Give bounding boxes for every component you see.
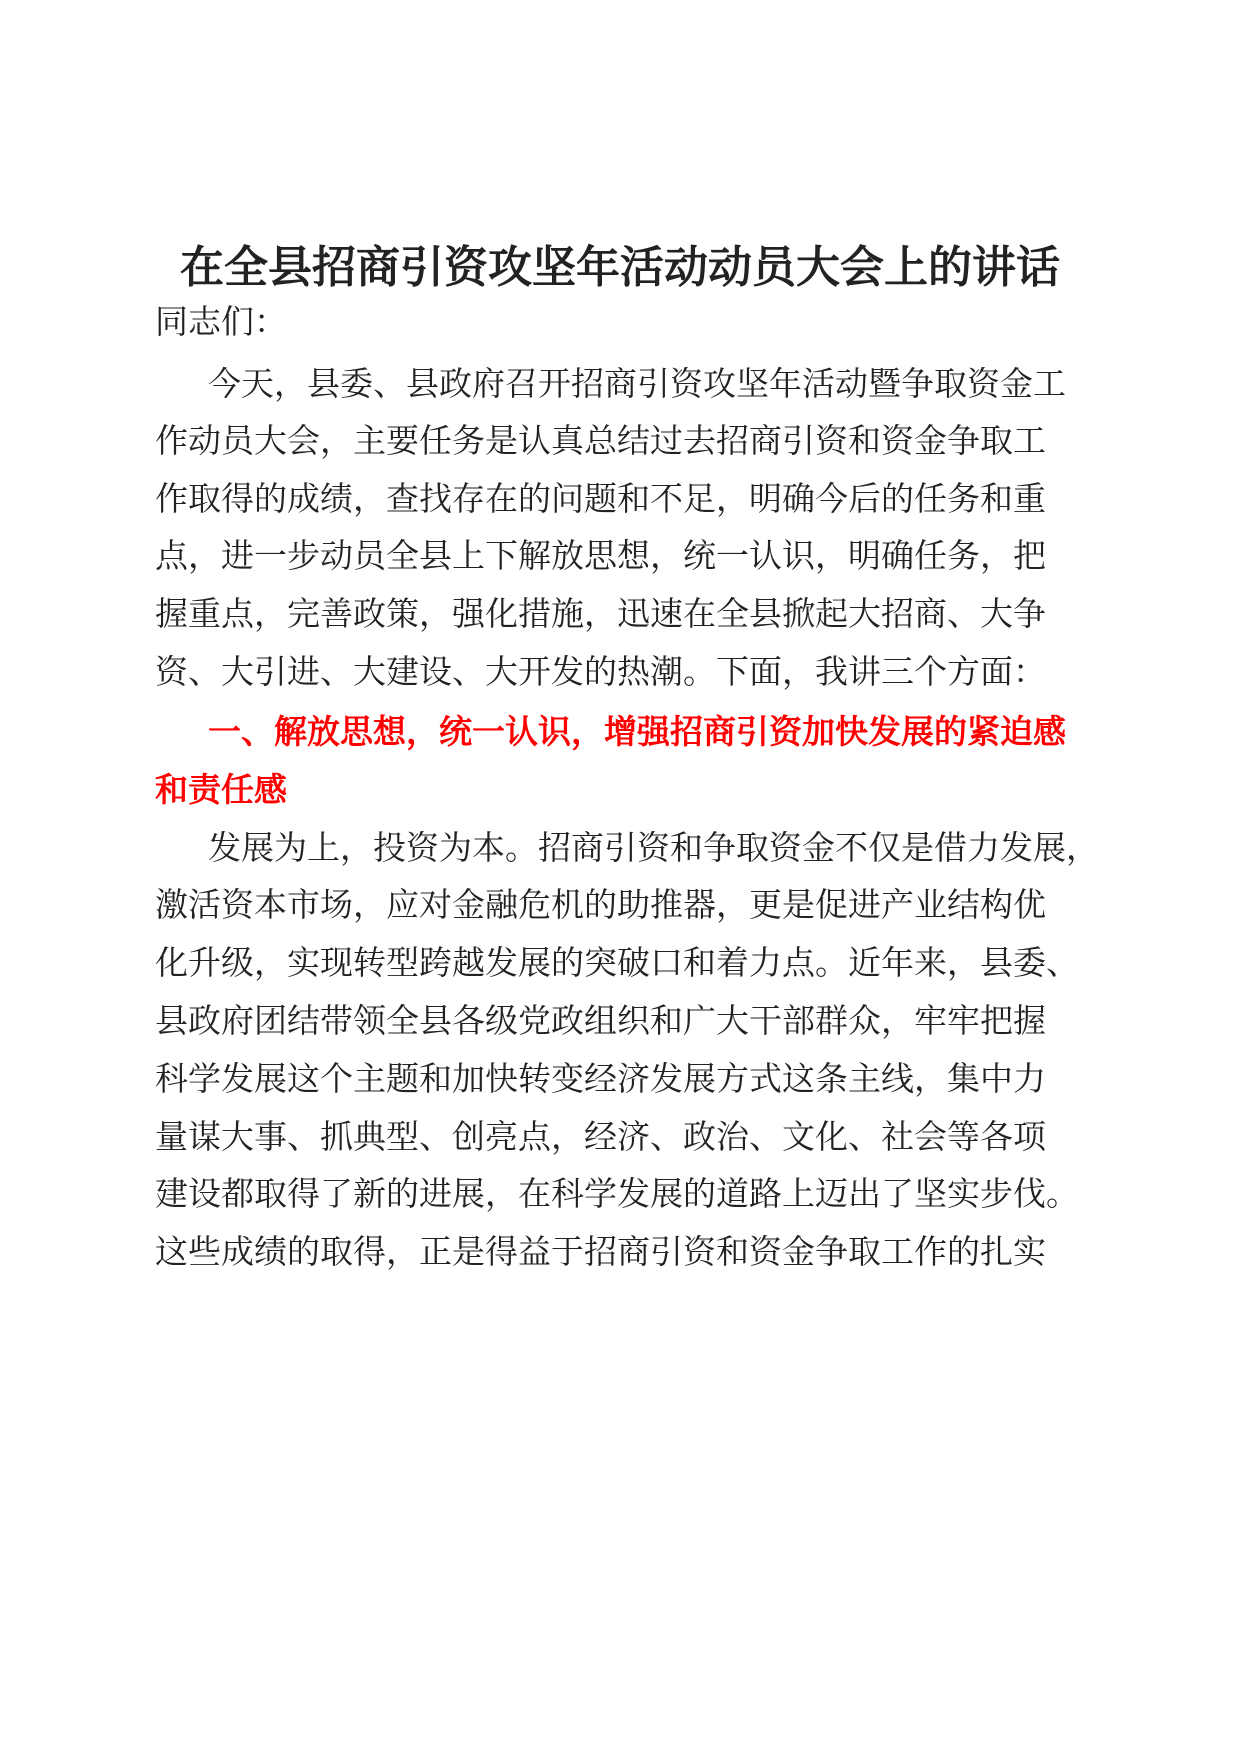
paragraph-1-line-5: 握重点，完善政策，强化措施，迅速在全县掀起大招商、大争 [155,594,1046,633]
paragraph-1-line-1: 今天，县委、县政府召开招商引资攻坚年活动暨争取资金工 [208,364,1066,403]
paragraph-1-line-2: 作动员大会，主要任务是认真总结过去招商引资和资金争取工 [155,421,1046,460]
paragraph-2-line-7: 建设都取得了新的进展，在科学发展的道路上迈出了坚实步伐。 [155,1174,1079,1213]
paragraph-2-line-8: 这些成绩的取得，正是得益于招商引资和资金争取工作的扎实 [155,1232,1046,1271]
paragraph-1-line-6: 资、大引进、大建设、大开发的热潮。下面，我讲三个方面： [155,652,1046,691]
paragraph-2-line-5: 科学发展这个主题和加快转变经济发展方式这条主线，集中力 [155,1059,1046,1098]
paragraph-1-line-4: 点，进一步动员全县上下解放思想，统一认识，明确任务，把 [155,536,1046,575]
section-1-heading-line-2: 和责任感 [155,770,287,809]
paragraph-2-line-2: 激活资本市场，应对金融危机的助推器，更是促进产业结构优 [155,885,1046,924]
paragraph-2-line-1: 发展为上，投资为本。招商引资和争取资金不仅是借力发展， [208,828,1099,867]
document-title: 在全县招商引资攻坚年活动动员大会上的讲话 [180,242,1060,293]
paragraph-1-line-3: 作取得的成绩，查找存在的问题和不足，明确今后的任务和重 [155,479,1046,518]
section-1-heading-line-1: 一、解放思想，统一认识，增强招商引资加快发展的紧迫感 [208,712,1066,751]
paragraph-2-line-3: 化升级，实现转型跨越发展的突破口和着力点。近年来，县委、 [155,943,1079,982]
paragraph-2-line-6: 量谋大事、抓典型、创亮点，经济、政治、文化、社会等各项 [155,1117,1046,1156]
paragraph-2-line-4: 县政府团结带领全县各级党政组织和广大干部群众，牢牢把握 [155,1001,1046,1040]
greeting: 同志们： [155,302,287,341]
